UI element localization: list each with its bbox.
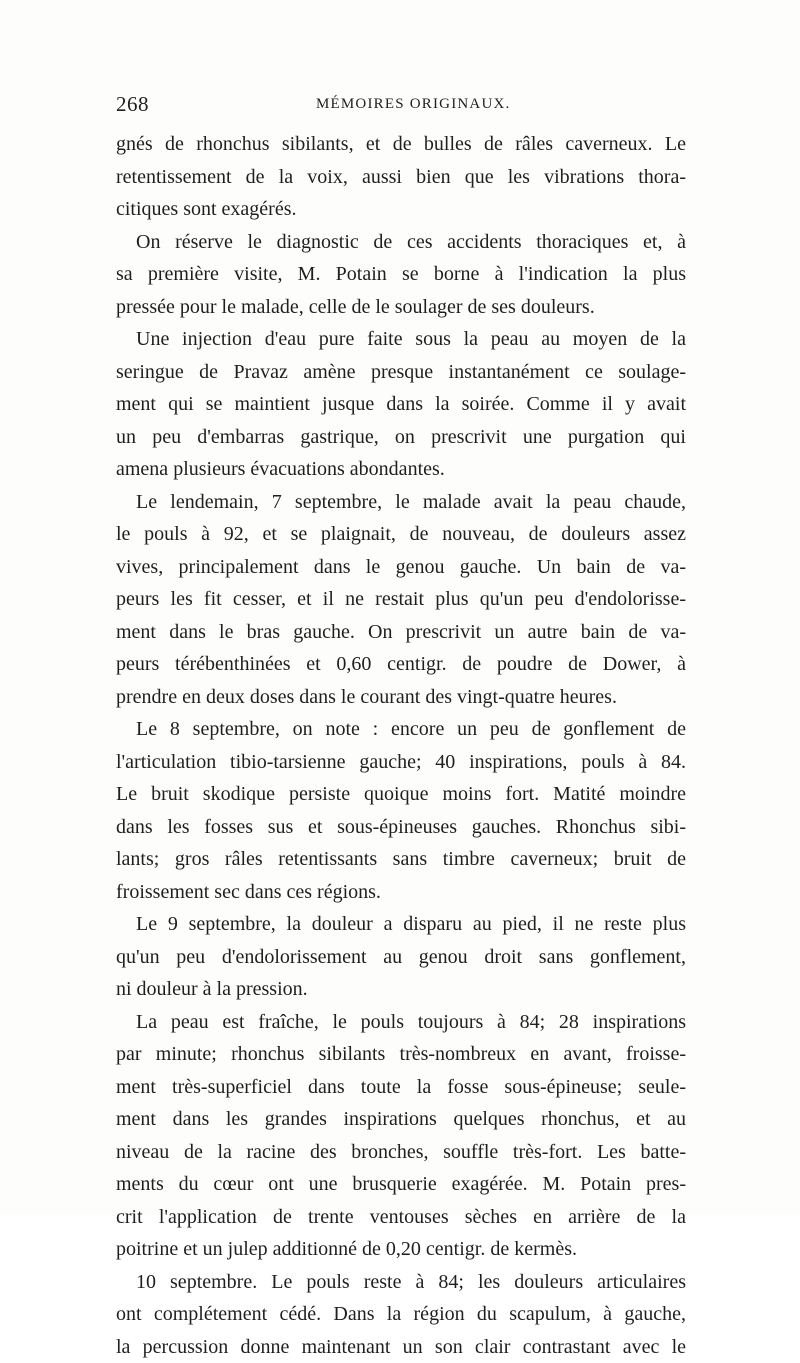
- text-line: par minute; rhonchus sibilants très-nombreux en avant, froisse-: [116, 1038, 686, 1071]
- body-text: [116, 128, 686, 1363]
- text-line: Le bruit skodique persiste quoique moins fort. Matité moindre: [116, 778, 686, 811]
- text-line: l'articulation tibio-tarsienne gauche; 40 inspirations, pouls à 84.: [116, 746, 686, 779]
- text-line: poitrine et un julep additionné de 0,20 centigr. de kermès.: [116, 1233, 686, 1266]
- text-line: prendre en deux doses dans le courant des vingt-quatre heures.: [116, 681, 686, 714]
- text-line: citiques sont exagérés.: [116, 193, 686, 226]
- text-line: ment très-superficiel dans toute la fosse sous-épineuse; seule-: [116, 1071, 686, 1104]
- text-line: Le lendemain, 7 septembre, le malade avait la peau chaude,: [116, 486, 686, 519]
- text-line: ment dans les grandes inspirations quelques rhonchus, et au: [116, 1103, 686, 1136]
- text-line: Le 9 septembre, la douleur a disparu au pied, il ne reste plus: [116, 908, 686, 941]
- page-number: 268: [116, 92, 149, 117]
- text-line: qu'un peu d'endolorissement au genou droit sans gonflement,: [116, 941, 686, 974]
- text-line: La peau est fraîche, le pouls toujours à 84; 28 inspirations: [116, 1006, 686, 1039]
- text-line: peurs térébenthinées et 0,60 centigr. de poudre de Dower, à: [116, 648, 686, 681]
- text-line: dans les fosses sus et sous-épineuses gauches. Rhonchus sibi-: [116, 811, 686, 844]
- text-line: lants; gros râles retentissants sans timbre caverneux; bruit de: [116, 843, 686, 876]
- text-line: gnés de rhonchus sibilants, et de bulles de râles caverneux. Le: [116, 128, 686, 161]
- text-line: retentissement de la voix, aussi bien que les vibrations thora-: [116, 161, 686, 194]
- text-line: ment dans le bras gauche. On prescrivit un autre bain de va-: [116, 616, 686, 649]
- text-line: ont complétement cédé. Dans la région du scapulum, à gauche,: [116, 1298, 686, 1331]
- text-line: froissement sec dans ces régions.: [116, 876, 686, 909]
- text-line: peurs les fit cesser, et il ne restait plus qu'un peu d'endolorisse-: [116, 583, 686, 616]
- text-line: ments du cœur ont une brusquerie exagérée. M. Potain pres-: [116, 1168, 686, 1201]
- text-line: sa première visite, M. Potain se borne à l'indication la plus: [116, 258, 686, 291]
- text-line: On réserve le diagnostic de ces accidents thoraciques et, à: [116, 226, 686, 259]
- text-line: seringue de Pravaz amène presque instantanément ce soulage-: [116, 356, 686, 389]
- text-line: Le 8 septembre, on note : encore un peu de gonflement de: [116, 713, 686, 746]
- text-line: 10 septembre. Le pouls reste à 84; les douleurs articulaires: [116, 1266, 686, 1299]
- text-line: ni douleur à la pression.: [116, 973, 686, 1006]
- text-line: Une injection d'eau pure faite sous la peau au moyen de la: [116, 323, 686, 356]
- text-line: ment qui se maintient jusque dans la soirée. Comme il y avait: [116, 388, 686, 421]
- page-header: [116, 92, 696, 118]
- text-line: vives, principalement dans le genou gauche. Un bain de va-: [116, 551, 686, 584]
- text-line: la percussion donne maintenant un son clair contrastant avec le: [116, 1331, 686, 1363]
- text-line: crit l'application de trente ventouses sèches en arrière de la: [116, 1201, 686, 1234]
- text-line: un peu d'embarras gastrique, on prescrivit une purgation qui: [116, 421, 686, 454]
- text-line: le pouls à 92, et se plaignait, de nouveau, de douleurs assez: [116, 518, 686, 551]
- text-line: niveau de la racine des bronches, souffle très-fort. Les batte-: [116, 1136, 686, 1169]
- text-line: pressée pour le malade, celle de le soulager de ses douleurs.: [116, 291, 686, 324]
- text-line: amena plusieurs évacuations abondantes.: [116, 453, 686, 486]
- running-head: MÉMOIRES ORIGINAUX.: [316, 96, 510, 113]
